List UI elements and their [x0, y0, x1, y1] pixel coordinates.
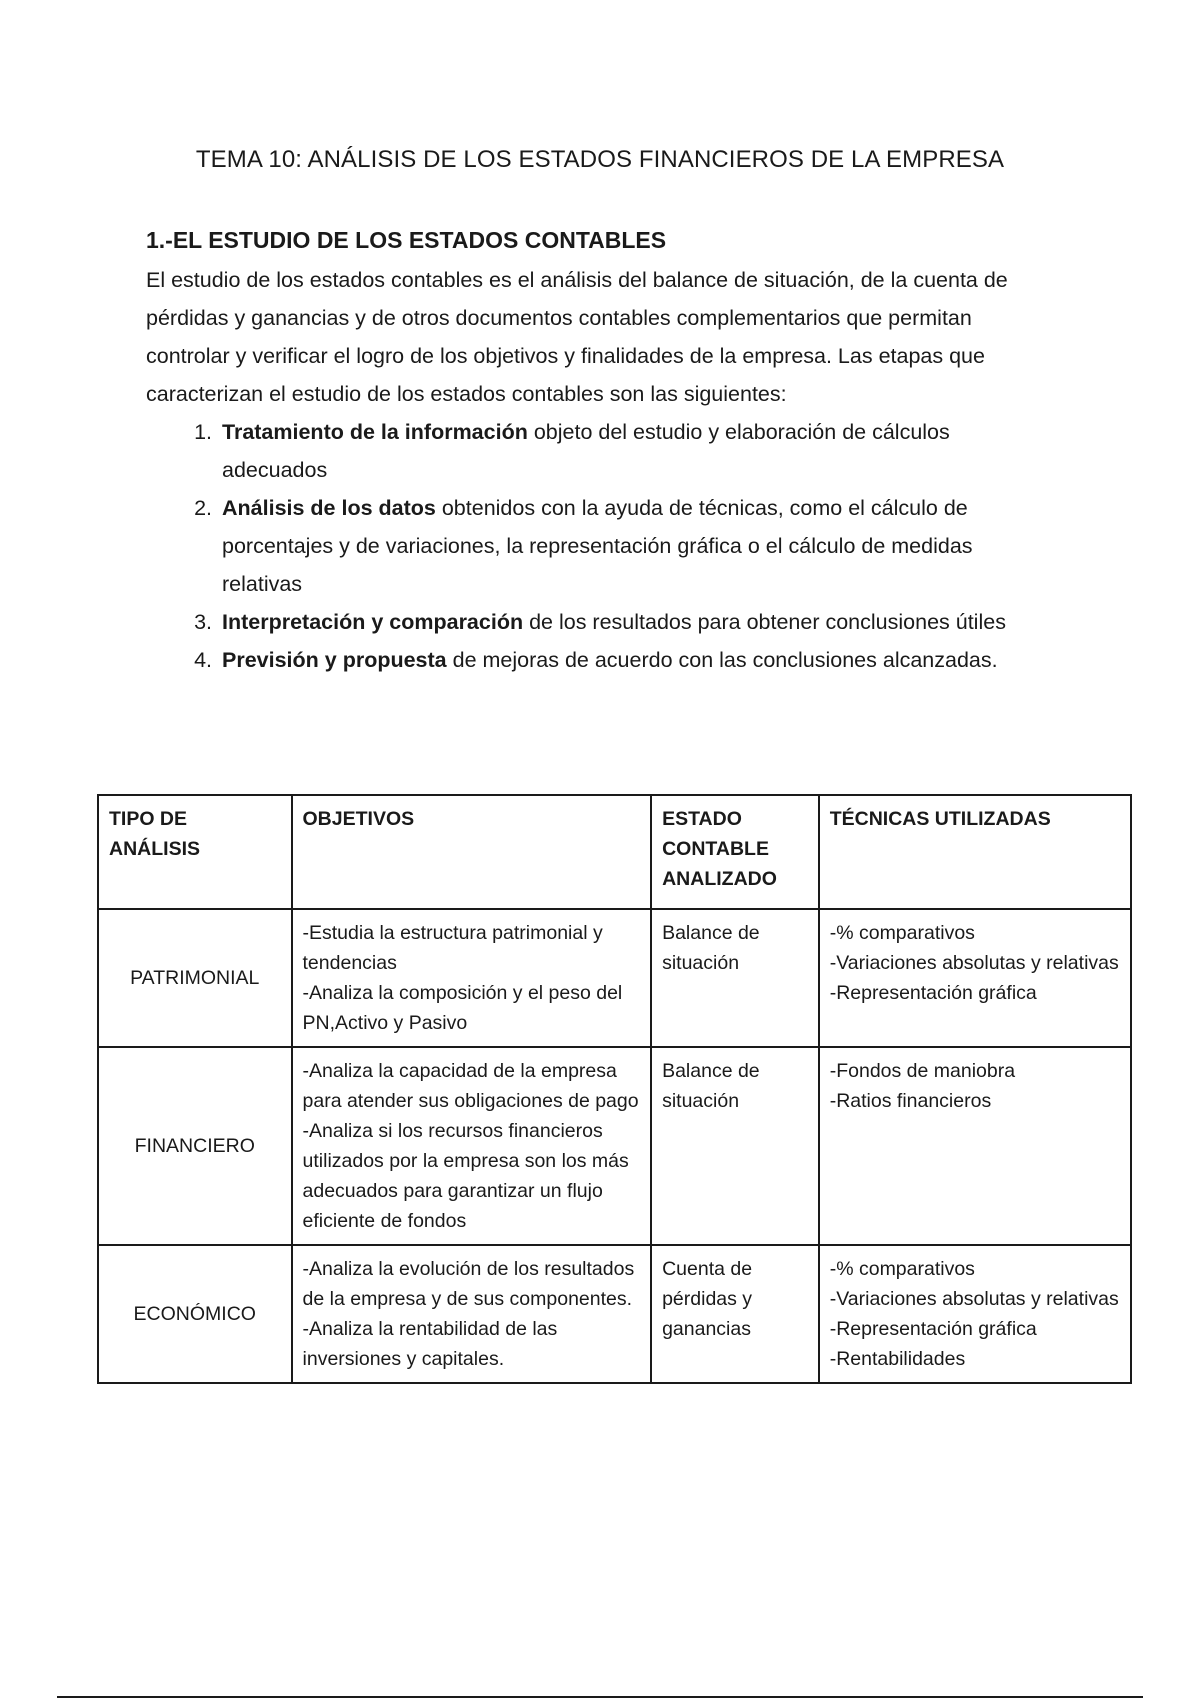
section-estudio-estados-contables	[146, 225, 1046, 679]
tecnica-line: -Variaciones absolutas y relativas	[829, 1288, 1119, 1310]
step-text: objeto del estudio y elaboración de cálculos adecuados	[222, 420, 950, 482]
objetivo-line: -Analiza la evolución de los resultados de la empresa y de sus componentes.	[302, 1258, 635, 1310]
table-header-row	[98, 795, 1131, 909]
tecnica-line: -Variaciones absolutas y relativas	[829, 952, 1119, 974]
objetivo-line: -Analiza si los recursos financieros utilizados por la empresa son los más adecuados para garantizar un flujo eficiente de fondos	[302, 1120, 629, 1232]
cell-tipo: ECONÓMICO	[98, 1245, 292, 1383]
list-item	[218, 641, 1046, 679]
table-row	[98, 909, 1131, 1047]
cell-objetivos	[292, 909, 652, 1047]
objetivo-line: -Estudia la estructura patrimonial y tendencias	[302, 922, 603, 974]
cell-tecnicas	[819, 1245, 1131, 1383]
list-item	[218, 603, 1046, 641]
step-text: de los resultados para obtener conclusiones útiles	[523, 610, 1006, 634]
step-term: Previsión y propuesta	[222, 648, 447, 672]
cell-objetivos	[292, 1047, 652, 1245]
header-tecnicas: TÉCNICAS UTILIZADAS	[819, 795, 1131, 909]
table-row	[98, 1245, 1131, 1383]
cell-objetivos	[292, 1245, 652, 1383]
step-text: obtenidos con la ayuda de técnicas, como el cálculo de porcentajes y de variaciones, la representación gráfica o el cálculo de medidas relativas	[222, 496, 973, 596]
analysis-table	[97, 794, 1132, 1384]
tecnica-line: -Ratios financieros	[829, 1090, 992, 1112]
page-title: TEMA 10: ANÁLISIS DE LOS ESTADOS FINANCIEROS DE LA EMPRESA	[195, 146, 1005, 173]
header-tipo: TIPO DE ANÁLISIS	[98, 795, 292, 909]
step-term: Interpretación y comparación	[222, 610, 524, 634]
list-item	[218, 413, 1046, 489]
objetivo-line: -Analiza la capacidad de la empresa para atender sus obligaciones de pago	[302, 1060, 639, 1112]
step-text: de mejoras de acuerdo con las conclusiones alcanzadas.	[446, 648, 998, 672]
cell-estado: Cuenta de pérdidas y ganancias	[651, 1245, 819, 1383]
cell-tipo: FINANCIERO	[98, 1047, 292, 1245]
step-term: Tratamiento de la información	[222, 420, 528, 444]
intro-paragraph: El estudio de los estados contables es el análisis del balance de situación, de la cuenta de pérdidas y ganancias y de otros documentos contables complementarios que permitan controlar y verificar el logro de los objetivos y finalidades de la empresa. Las etapas que caracterizan el estudio de los estados contables son las siguientes:	[146, 268, 1008, 406]
section-heading: 1.-EL ESTUDIO DE LOS ESTADOS CONTABLES	[146, 227, 667, 253]
objetivo-line: -Analiza la rentabilidad de las inversiones y capitales.	[302, 1318, 558, 1370]
header-objetivos: OBJETIVOS	[292, 795, 652, 909]
table-row	[98, 1047, 1131, 1245]
cell-tecnicas	[819, 1047, 1131, 1245]
header-estado: ESTADO CONTABLE ANALIZADO	[651, 795, 819, 909]
tecnica-line: -Fondos de maniobra	[829, 1060, 1016, 1082]
footer-divider	[57, 1696, 1143, 1698]
step-term: Análisis de los datos	[222, 496, 436, 520]
cell-estado: Balance de situación	[651, 909, 819, 1047]
list-item	[218, 489, 1046, 603]
tecnica-line: -% comparativos	[829, 1258, 975, 1280]
cell-estado: Balance de situación	[651, 1047, 819, 1245]
tecnica-line: -% comparativos	[829, 922, 975, 944]
cell-tecnicas	[819, 909, 1131, 1047]
tecnica-line: -Rentabilidades	[829, 1348, 966, 1370]
tecnica-line: -Representación gráfica	[829, 982, 1037, 1004]
tecnica-line: -Representación gráfica	[829, 1318, 1037, 1340]
steps-list	[146, 413, 1046, 679]
cell-tipo: PATRIMONIAL	[98, 909, 292, 1047]
objetivo-line: -Analiza la composición y el peso del PN,Activo y Pasivo	[302, 982, 623, 1034]
